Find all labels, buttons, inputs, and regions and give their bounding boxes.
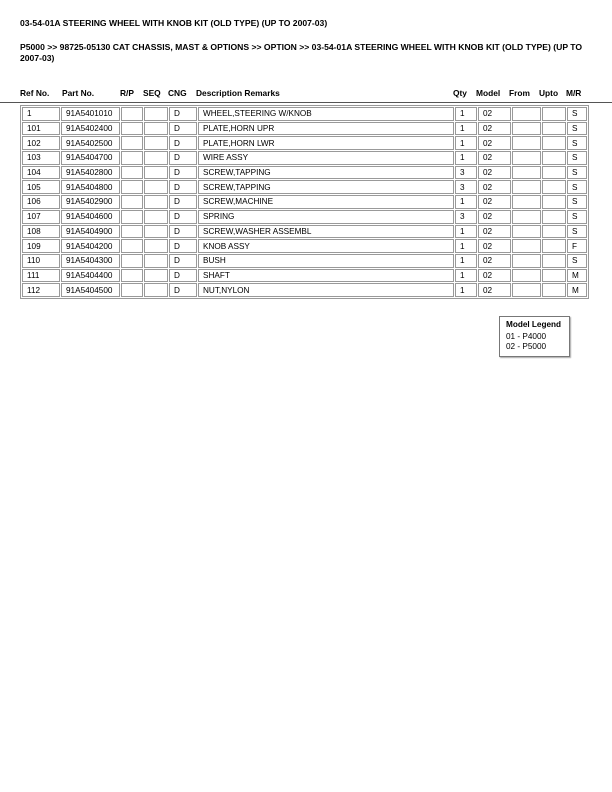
cell-part-no: 91A5404800 [61,180,120,194]
table-row [22,254,587,268]
cell-cng: D [169,122,197,136]
cell-seq [144,269,168,283]
cell-mr: S [567,107,587,121]
cell-mr: F [567,239,587,253]
cell-ref-no: 110 [22,254,60,268]
cell-description: BUSH [198,254,454,268]
cell-from [512,283,541,297]
cell-seq [144,254,168,268]
cell-upto [542,122,566,136]
cell-description: SPRING [198,210,454,224]
cell-part-no: 91A5402900 [61,195,120,209]
cell-rp [121,239,143,253]
cell-part-no: 91A5404600 [61,210,120,224]
cell-model: 02 [478,122,511,136]
cell-description: SHAFT [198,269,454,283]
cell-model: 02 [478,136,511,150]
cell-qty: 1 [455,195,477,209]
cell-description: PLATE,HORN UPR [198,122,454,136]
cell-qty: 1 [455,239,477,253]
table-row [22,239,587,253]
cell-mr: S [567,225,587,239]
cell-seq [144,210,168,224]
col-header-cng: CNG [168,88,187,98]
col-header-qty: Qty [453,88,467,98]
col-header-mr: M/R [566,88,582,98]
cell-description: SCREW,WASHER ASSEMBL [198,225,454,239]
cell-upto [542,195,566,209]
cell-part-no: 91A5401010 [61,107,120,121]
cell-mr: S [567,254,587,268]
cell-qty: 1 [455,269,477,283]
cell-qty: 3 [455,180,477,194]
cell-cng: D [169,151,197,165]
cell-model: 02 [478,283,511,297]
cell-cng: D [169,254,197,268]
cell-qty: 1 [455,254,477,268]
cell-seq [144,122,168,136]
table-row [22,122,587,136]
table-row [22,225,587,239]
page-title: 03-54-01A STEERING WHEEL WITH KNOB KIT (OLD TYPE) (UP TO 2007-03) [20,18,328,28]
col-header-ref-no: Ref No. [20,88,50,98]
cell-from [512,195,541,209]
cell-rp [121,195,143,209]
cell-part-no: 91A5404500 [61,283,120,297]
cell-model: 02 [478,239,511,253]
model-legend [499,316,570,357]
cell-ref-no: 107 [22,210,60,224]
cell-part-no: 91A5402400 [61,122,120,136]
cell-from [512,225,541,239]
cell-description: PLATE,HORN LWR [198,136,454,150]
cell-cng: D [169,239,197,253]
table-row [22,107,587,121]
cell-model: 02 [478,210,511,224]
cell-qty: 1 [455,283,477,297]
cell-mr: S [567,180,587,194]
cell-ref-no: 108 [22,225,60,239]
cell-qty: 3 [455,210,477,224]
cell-mr: S [567,122,587,136]
cell-rp [121,269,143,283]
cell-model: 02 [478,269,511,283]
cell-upto [542,254,566,268]
cell-ref-no: 106 [22,195,60,209]
cell-upto [542,107,566,121]
parts-table [20,105,589,299]
cell-mr: S [567,210,587,224]
cell-rp [121,210,143,224]
legend-item: 02 - P5000 [506,342,547,351]
cell-seq [144,180,168,194]
table-row [22,151,587,165]
cell-seq [144,166,168,180]
cell-description: WHEEL,STEERING W/KNOB [198,107,454,121]
cell-cng: D [169,107,197,121]
cell-upto [542,136,566,150]
cell-mr: S [567,151,587,165]
cell-cng: D [169,180,197,194]
cell-upto [542,151,566,165]
cell-mr: S [567,195,587,209]
legend-item: 01 - P4000 [506,332,547,341]
cell-mr: M [567,269,587,283]
cell-from [512,151,541,165]
table-row [22,210,587,224]
cell-part-no: 91A5404900 [61,225,120,239]
cell-ref-no: 109 [22,239,60,253]
cell-description: SCREW,TAPPING [198,180,454,194]
cell-rp [121,151,143,165]
cell-from [512,166,541,180]
cell-from [512,122,541,136]
cell-from [512,107,541,121]
col-header-rp: R/P [120,88,134,98]
cell-upto [542,283,566,297]
cell-ref-no: 112 [22,283,60,297]
cell-mr: M [567,283,587,297]
col-header-seq: SEQ [143,88,161,98]
cell-model: 02 [478,107,511,121]
cell-part-no: 91A5404300 [61,254,120,268]
cell-seq [144,239,168,253]
cell-upto [542,180,566,194]
table-row [22,136,587,150]
col-header-upto: Upto [539,88,559,98]
cell-ref-no: 101 [22,122,60,136]
cell-description: NUT,NYLON [198,283,454,297]
cell-cng: D [169,136,197,150]
cell-ref-no: 1 [22,107,60,121]
cell-model: 02 [478,180,511,194]
cell-part-no: 91A5402800 [61,166,120,180]
cell-part-no: 91A5402500 [61,136,120,150]
cell-upto [542,210,566,224]
cell-model: 02 [478,254,511,268]
cell-qty: 3 [455,166,477,180]
breadcrumb: P5000 >> 98725-05130 CAT CHASSIS, MAST & OPTIONS >> OPTION >> 03-54-01A STEERING WHEEL WITH KNOB KIT (OLD TYPE) (UP TO 2007-03) [20,42,583,63]
cell-seq [144,151,168,165]
cell-upto [542,239,566,253]
table-row [22,269,587,283]
cell-cng: D [169,166,197,180]
cell-seq [144,107,168,121]
cell-seq [144,283,168,297]
cell-ref-no: 103 [22,151,60,165]
cell-qty: 1 [455,225,477,239]
cell-model: 02 [478,166,511,180]
cell-ref-no: 104 [22,166,60,180]
cell-part-no: 91A5404200 [61,239,120,253]
cell-model: 02 [478,225,511,239]
col-header-description: Description Remarks [196,88,280,98]
cell-ref-no: 111 [22,269,60,283]
cell-from [512,210,541,224]
cell-seq [144,195,168,209]
table-row [22,180,587,194]
table-row [22,283,587,297]
cell-cng: D [169,283,197,297]
legend-title: Model Legend [506,320,562,329]
cell-ref-no: 102 [22,136,60,150]
cell-from [512,254,541,268]
cell-seq [144,225,168,239]
cell-seq [144,136,168,150]
cell-model: 02 [478,195,511,209]
cell-cng: D [169,210,197,224]
cell-cng: D [169,269,197,283]
cell-rp [121,107,143,121]
table-row [22,166,587,180]
table-row [22,195,587,209]
cell-rp [121,225,143,239]
cell-rp [121,254,143,268]
cell-from [512,180,541,194]
cell-from [512,136,541,150]
cell-from [512,269,541,283]
cell-cng: D [169,225,197,239]
cell-description: SCREW,MACHINE [198,195,454,209]
cell-rp [121,136,143,150]
cell-upto [542,269,566,283]
cell-qty: 1 [455,136,477,150]
cell-description: KNOB ASSY [198,239,454,253]
cell-upto [542,166,566,180]
cell-rp [121,283,143,297]
cell-rp [121,122,143,136]
cell-rp [121,166,143,180]
cell-cng: D [169,195,197,209]
cell-qty: 1 [455,107,477,121]
col-header-model: Model [476,88,501,98]
cell-from [512,239,541,253]
cell-qty: 1 [455,151,477,165]
cell-mr: S [567,136,587,150]
col-header-from: From [509,88,530,98]
cell-rp [121,180,143,194]
cell-description: SCREW,TAPPING [198,166,454,180]
cell-description: WIRE ASSY [198,151,454,165]
cell-model: 02 [478,151,511,165]
cell-upto [542,225,566,239]
cell-ref-no: 105 [22,180,60,194]
col-header-part-no: Part No. [62,88,95,98]
cell-part-no: 91A5404700 [61,151,120,165]
cell-mr: S [567,166,587,180]
header-divider [0,102,612,103]
cell-part-no: 91A5404400 [61,269,120,283]
cell-qty: 1 [455,122,477,136]
